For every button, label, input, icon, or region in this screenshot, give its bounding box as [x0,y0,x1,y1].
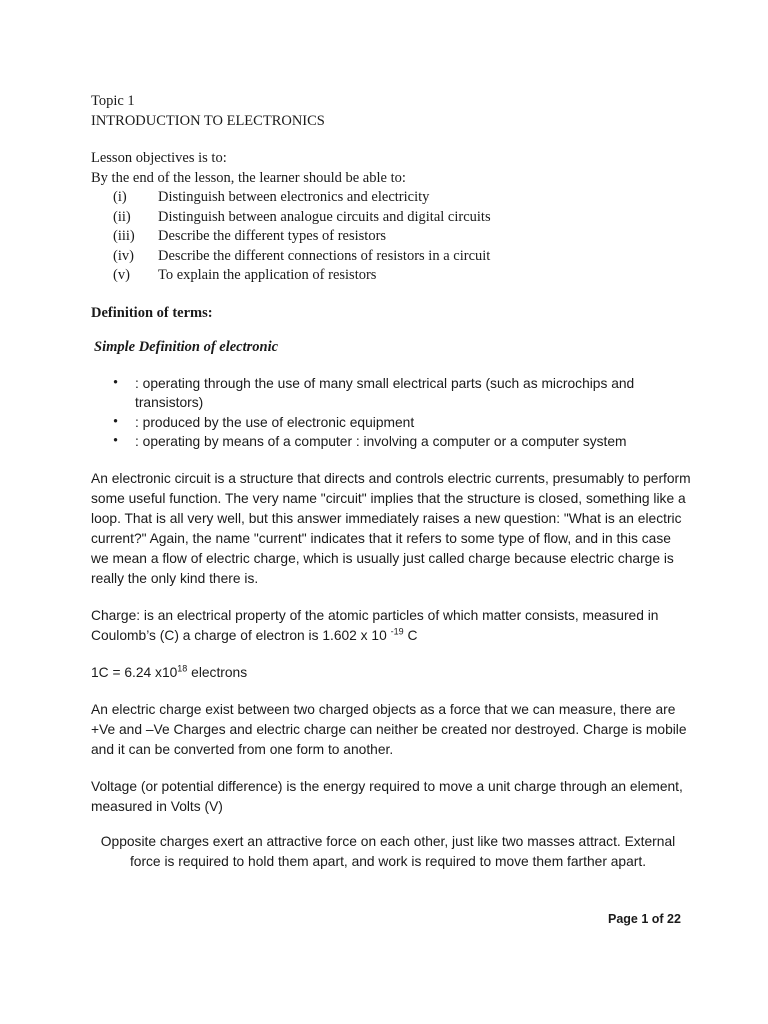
objectives-lead: By the end of the lesson, the learner should be able to: [91,169,406,186]
voltage-paragraph: Voltage (or potential difference) is the energy required to move a unit charge through an element, measured in Volts (V) [91,778,683,814]
circuit-paragraph: An electronic circuit is a structure that directs and controls electric currents, presumably to perform some useful function. The very name "circuit" implies that the structure is closed, something like a loop. That is all very well, but this answer immediately raises a new question: "What is an electric current?" Again, the name "current" indicates that it refers to some type of flow, and in this case we mean a flow of electric charge, which is usually just called charge because electric charge is really the only kind there is. [91,470,691,586]
coulomb-unit: electrons [187,664,248,680]
opposite-charges-paragraph: Opposite charges exert an attractive force on each other, just like two masses attract. External force is required to hold them apart, and work is required to move them farther apart. [100,833,676,869]
objectives-intro: Lesson objectives is to: [91,150,227,166]
charge-text: Charge: is an electrical property of the atomic particles of which matter consists, measured in Coulomb’s (C) a charge of electron is 1.602 x 10 [91,607,659,643]
objective-item [91,266,691,286]
objective-text: To explain the application of resistors [158,267,377,283]
bullet-item [91,432,691,452]
objective-text: Describe the different types of resistors [158,228,387,244]
charge-exponent: -19 [390,625,404,636]
objective-item [91,208,691,228]
force-paragraph: An electric charge exist between two charged objects as a force that we can measure, there are +Ve and –Ve Charges and electric charge can neither be created nor destroyed. Charge is mobile and it can be converted from one form to another. [91,701,687,757]
objective-item [91,227,691,247]
objective-item [91,247,691,267]
bullet-icon: • [113,374,119,391]
bullet-text: : operating through the use of many small electrical parts (such as microchips and transistors) [135,375,635,410]
coulomb-paragraph [91,663,691,683]
charge-unit: C [403,627,418,643]
objective-text: Distinguish between analogue circuits and digital circuits [158,208,491,225]
charge-paragraph [91,606,691,646]
bullet-icon: • [113,433,119,449]
bullet-text: : operating by means of a computer : involving a computer or a computer system [135,434,627,449]
page-number: Page 1 of 22 [608,912,681,926]
definition-heading: Definition of terms: [91,304,213,321]
bullet-item [91,413,691,433]
simple-definition-heading: Simple Definition of electronic [94,338,279,355]
objective-item [91,188,691,208]
objective-text: Describe the different connections of resistors in a circuit [158,247,491,264]
coulomb-exponent: 18 [177,662,188,673]
document-page [91,92,691,872]
coulomb-base: 1C = 6.24 x10 [91,664,178,680]
objective-number: (iii) [113,228,135,244]
objective-number: (v) [113,267,130,283]
objective-number: (iv) [113,247,134,264]
bullet-icon: • [113,413,119,430]
objective-number: (i) [113,189,127,205]
definition-bullets [91,374,691,452]
page-title: INTRODUCTION TO ELECTRONICS [91,112,325,129]
objective-number: (ii) [113,208,131,225]
objective-text: Distinguish between electronics and electricity [158,189,430,205]
topic-label: Topic 1 [91,93,135,109]
objectives-list [91,188,691,286]
bullet-text: : produced by the use of electronic equipment [135,414,415,430]
bullet-item [91,374,691,413]
